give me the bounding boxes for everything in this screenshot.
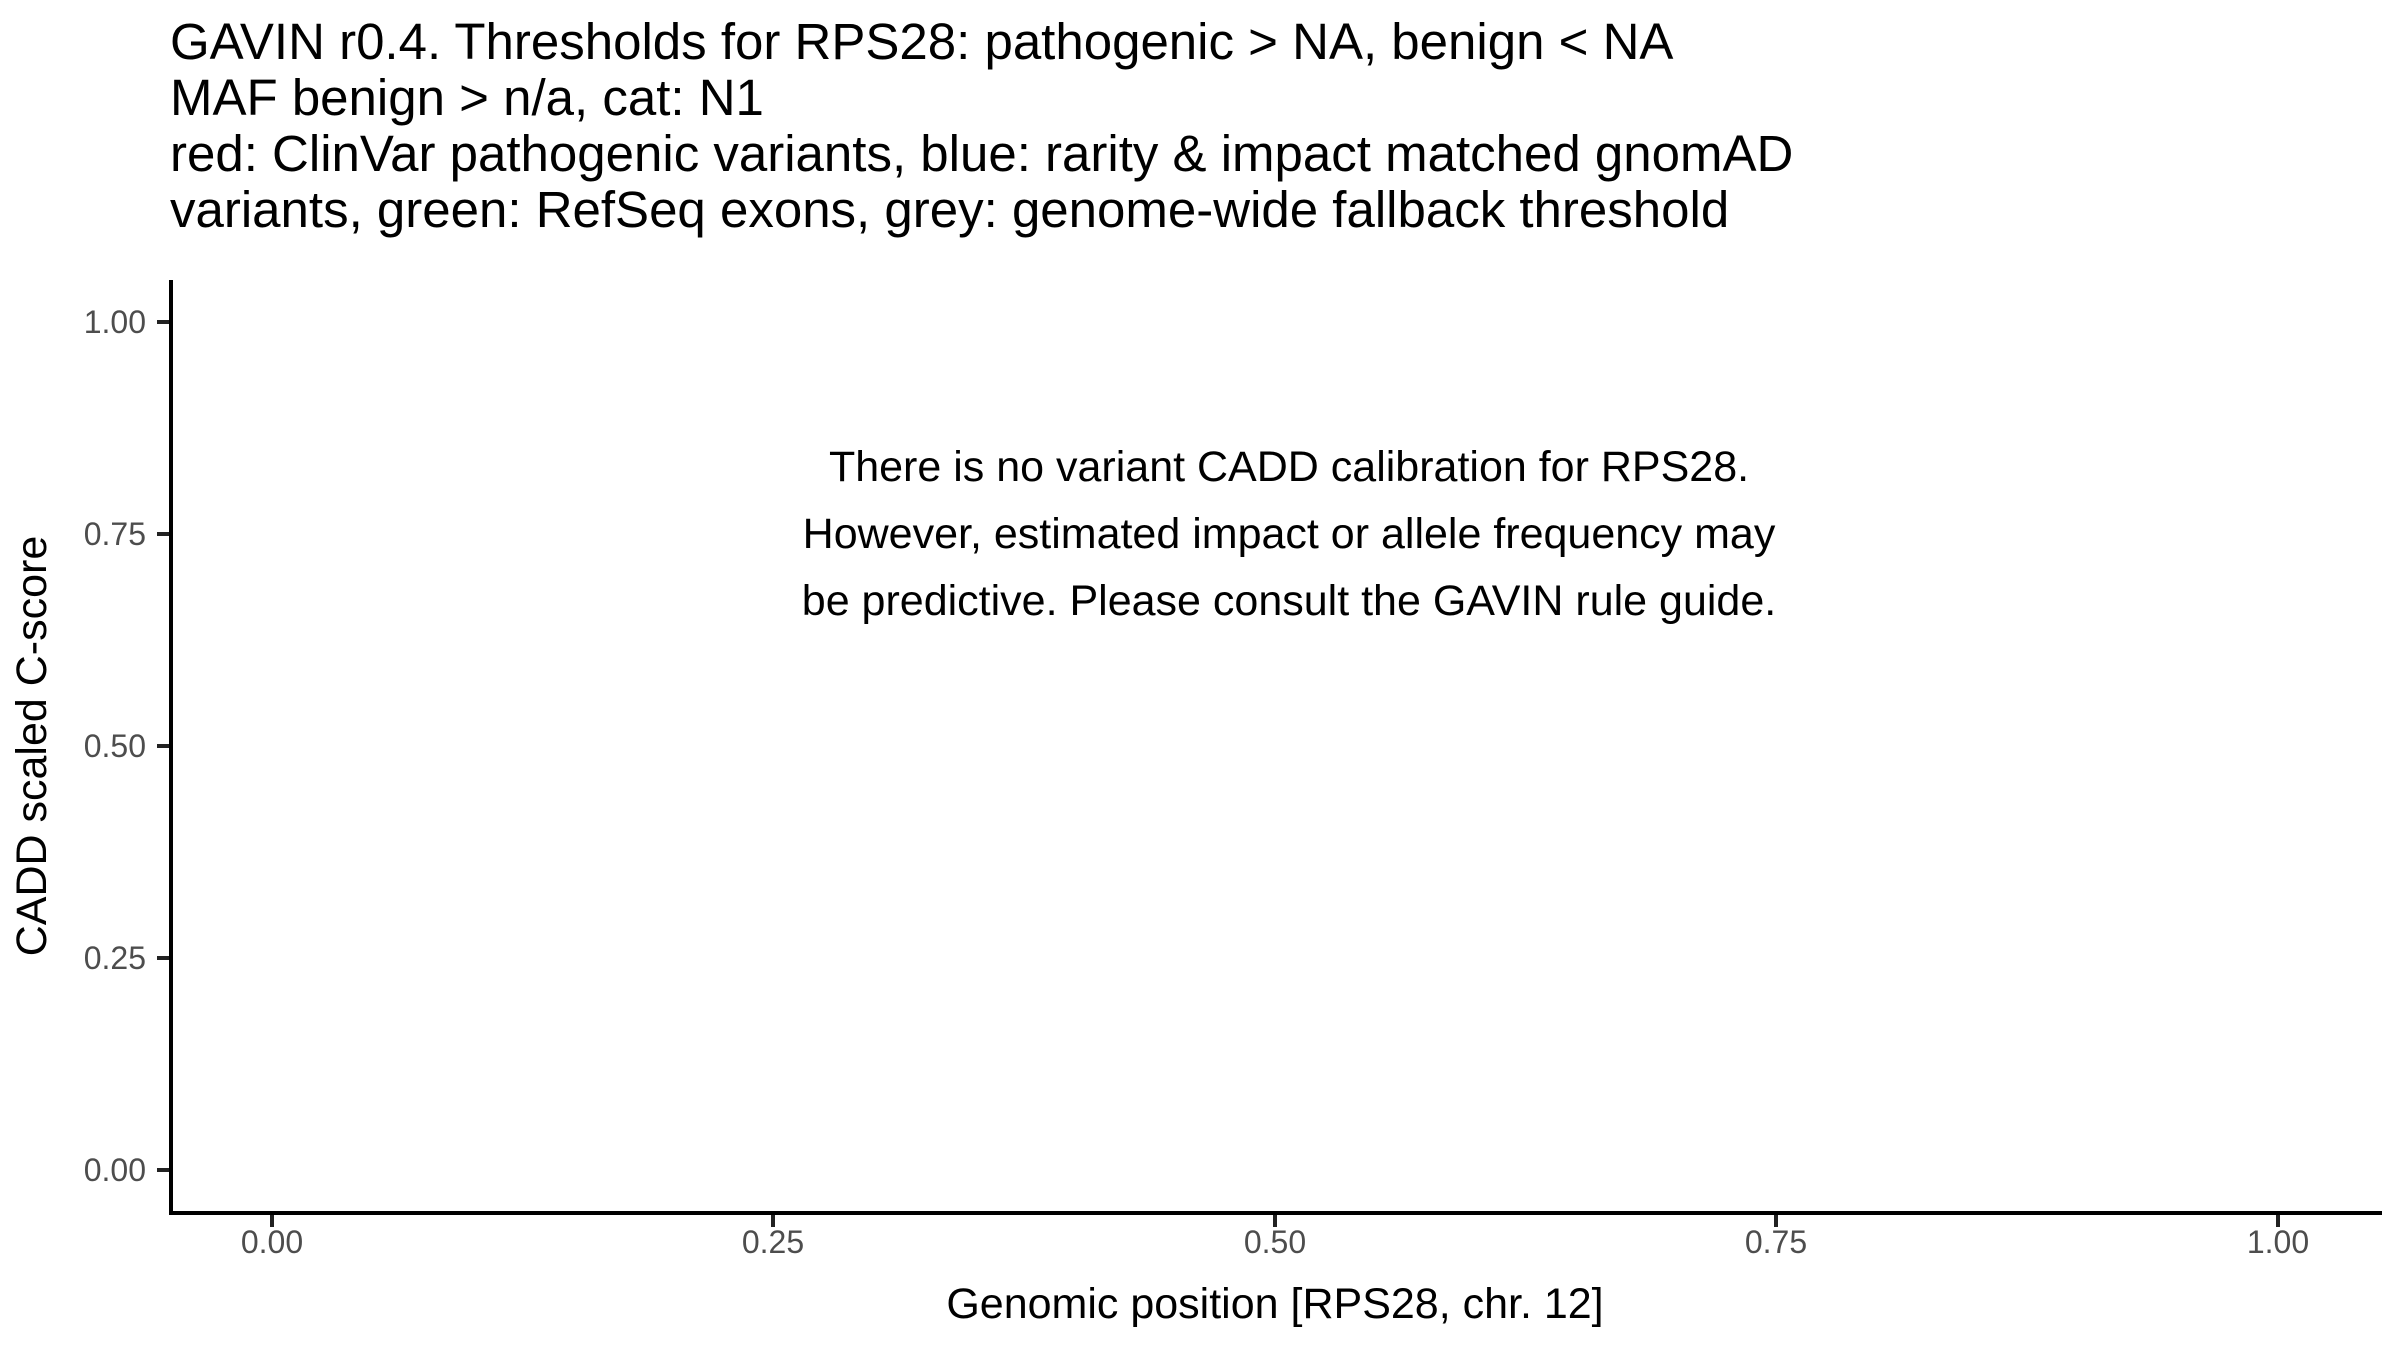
x-tick-label: 0.75 <box>1744 1224 1808 1260</box>
y-tick-mark <box>157 1168 169 1172</box>
annotation-line-1: There is no variant CADD calibration for RPS28. <box>828 443 1750 491</box>
annotation-line-2: However, estimated impact or allele frequency may <box>802 510 1776 558</box>
y-tick-label: 0.50 <box>83 728 146 764</box>
no-calibration-annotation <box>689 434 1889 635</box>
plot-title-line-2: MAF benign > n/a, cat: N1 <box>170 69 764 126</box>
plot-title <box>170 14 1793 238</box>
y-tick-label: 0.75 <box>83 516 146 552</box>
y-tick-label: 0.00 <box>83 1152 146 1188</box>
y-tick-mark <box>157 744 169 748</box>
y-axis-line <box>169 280 173 1215</box>
plot-panel <box>171 280 2378 1213</box>
x-tick-label: 1.00 <box>2246 1224 2310 1260</box>
x-axis-title: Genomic position [RPS28, chr. 12] <box>946 1280 1604 1328</box>
y-tick-mark <box>157 956 169 960</box>
y-tick-mark <box>157 320 169 324</box>
y-tick-mark <box>157 532 169 536</box>
plot-title-line-3: red: ClinVar pathogenic variants, blue: rarity & impact matched gnomAD <box>170 125 1794 182</box>
x-tick-label: 0.25 <box>741 1224 805 1260</box>
y-axis-title: CADD scaled C-score <box>8 535 56 957</box>
plot-title-line-1: GAVIN r0.4. Thresholds for RPS28: pathogenic > NA, benign < NA <box>170 13 1674 70</box>
y-tick-label: 0.25 <box>83 940 146 976</box>
x-tick-label: 0.00 <box>240 1224 304 1260</box>
annotation-line-3: be predictive. Please consult the GAVIN rule guide. <box>801 577 1777 625</box>
y-tick-label: 1.00 <box>83 304 146 340</box>
x-tick-label: 0.50 <box>1243 1224 1307 1260</box>
plot-title-line-4: variants, green: RefSeq exons, grey: genome-wide fallback threshold <box>170 181 1730 238</box>
